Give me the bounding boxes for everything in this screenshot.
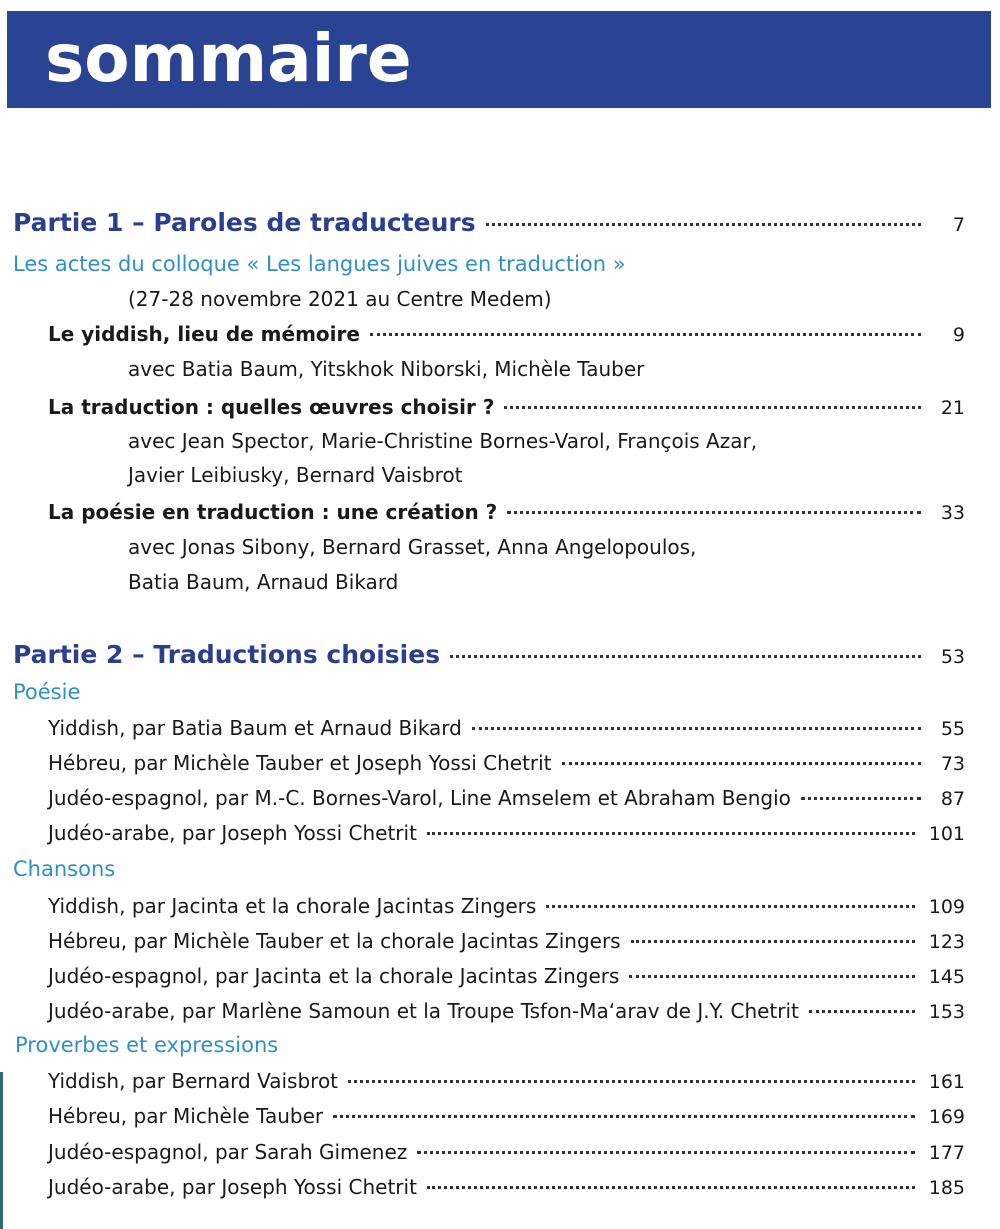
page-number: 73 bbox=[940, 753, 965, 775]
toc-entry[interactable] bbox=[48, 716, 965, 740]
section-note: (27-28 novembre 2021 au Centre Medem) bbox=[128, 287, 552, 311]
section-heading: Poésie bbox=[13, 680, 81, 704]
entry-title: Judéo-arabe, par Marlène Samoun et la Troupe Tsfon-Ma‘arav de J.Y. Chetrit bbox=[48, 999, 799, 1023]
entry-title: Judéo-arabe, par Joseph Yossi Chetrit bbox=[48, 1175, 417, 1199]
entry-title: Judéo-espagnol, par Jacinta et la chorale Jacintas Zingers bbox=[48, 964, 620, 988]
dot-leader bbox=[629, 975, 914, 978]
part-title: Partie 1 – Paroles de traducteurs bbox=[13, 208, 476, 237]
page-number: 177 bbox=[928, 1142, 965, 1164]
toc-entry[interactable] bbox=[48, 395, 965, 419]
dot-leader bbox=[348, 1080, 915, 1083]
page-number: 9 bbox=[952, 324, 965, 346]
page-title: sommaire bbox=[45, 20, 412, 97]
toc-entry[interactable] bbox=[48, 1140, 965, 1164]
toc-entry[interactable] bbox=[48, 786, 965, 810]
entry-title: Yiddish, par Jacinta et la chorale Jacintas Zingers bbox=[48, 894, 537, 918]
page-number: 101 bbox=[928, 823, 965, 845]
toc-part-1[interactable] bbox=[13, 208, 965, 237]
toc-entry[interactable] bbox=[48, 821, 965, 845]
dot-leader bbox=[472, 727, 921, 730]
section-heading: Chansons bbox=[13, 857, 116, 881]
toc-entry[interactable] bbox=[48, 500, 965, 524]
left-edge-rule bbox=[0, 1072, 3, 1229]
dot-leader bbox=[562, 762, 921, 765]
entry-title: Hébreu, par Michèle Tauber bbox=[48, 1104, 324, 1128]
page-number: 55 bbox=[940, 718, 965, 740]
dot-leader bbox=[417, 1151, 914, 1154]
toc-entry[interactable] bbox=[48, 1104, 965, 1128]
dot-leader bbox=[427, 832, 915, 835]
toc-entry[interactable] bbox=[48, 1069, 965, 1093]
toc-entry[interactable] bbox=[48, 999, 965, 1023]
section-heading: Les actes du colloque « Les langues juives en traduction » bbox=[13, 252, 626, 276]
entry-title: La poésie en traduction : une création ? bbox=[48, 500, 498, 524]
entry-title: Judéo-espagnol, par M.-C. Bornes-Varol, Line Amselem et Abraham Bengio bbox=[48, 786, 791, 810]
page-number: 153 bbox=[928, 1001, 965, 1023]
dot-leader bbox=[370, 333, 921, 336]
dot-leader bbox=[333, 1115, 915, 1118]
part-title: Partie 2 – Traductions choisies bbox=[13, 640, 441, 669]
entry-title: Hébreu, par Michèle Tauber et la chorale Jacintas Zingers bbox=[48, 929, 621, 953]
page-number: 185 bbox=[928, 1177, 965, 1199]
dot-leader bbox=[486, 223, 921, 226]
page-number: 33 bbox=[940, 502, 965, 524]
entry-authors: Batia Baum, Arnaud Bikard bbox=[128, 570, 399, 594]
dot-leader bbox=[450, 655, 921, 658]
page-number: 87 bbox=[940, 788, 965, 810]
entry-authors: avec Jonas Sibony, Bernard Grasset, Anna Angelopoulos, bbox=[128, 535, 697, 559]
entry-title: Yiddish, par Batia Baum et Arnaud Bikard bbox=[48, 716, 462, 740]
entry-title: Yiddish, par Bernard Vaisbrot bbox=[48, 1069, 339, 1093]
page-number: 161 bbox=[928, 1071, 965, 1093]
section-heading: Proverbes et expressions bbox=[15, 1033, 279, 1057]
toc-entry[interactable] bbox=[48, 894, 965, 918]
dot-leader bbox=[801, 797, 921, 800]
toc-part-2[interactable] bbox=[13, 640, 965, 669]
dot-leader bbox=[546, 905, 914, 908]
dot-leader bbox=[504, 406, 921, 409]
toc-entry[interactable] bbox=[48, 322, 965, 346]
page-number: 53 bbox=[940, 646, 965, 668]
dot-leader bbox=[507, 511, 921, 514]
page-number: 109 bbox=[928, 896, 965, 918]
entry-title: Le yiddish, lieu de mémoire bbox=[48, 322, 360, 346]
entry-title: La traduction : quelles œuvres choisir ? bbox=[48, 395, 495, 419]
entry-authors: avec Batia Baum, Yitskhok Niborski, Michèle Tauber bbox=[128, 357, 645, 381]
entry-authors: avec Jean Spector, Marie-Christine Bornes-Varol, François Azar, bbox=[128, 429, 758, 453]
page-number: 123 bbox=[928, 931, 965, 953]
dot-leader bbox=[631, 940, 915, 943]
toc-entry[interactable] bbox=[48, 1175, 965, 1199]
dot-leader bbox=[809, 1010, 915, 1013]
entry-authors: Javier Leibiusky, Bernard Vaisbrot bbox=[128, 463, 463, 487]
entry-title: Judéo-arabe, par Joseph Yossi Chetrit bbox=[48, 821, 417, 845]
entry-title: Judéo-espagnol, par Sarah Gimenez bbox=[48, 1140, 408, 1164]
dot-leader bbox=[427, 1186, 915, 1189]
page-number: 169 bbox=[928, 1106, 965, 1128]
page-number: 21 bbox=[940, 397, 965, 419]
toc-entry[interactable] bbox=[48, 964, 965, 988]
page-number: 7 bbox=[952, 214, 965, 236]
toc-entry[interactable] bbox=[48, 929, 965, 953]
page-number: 145 bbox=[928, 966, 965, 988]
title-banner bbox=[7, 11, 991, 108]
entry-title: Hébreu, par Michèle Tauber et Joseph Yossi Chetrit bbox=[48, 751, 552, 775]
toc-entry[interactable] bbox=[48, 751, 965, 775]
